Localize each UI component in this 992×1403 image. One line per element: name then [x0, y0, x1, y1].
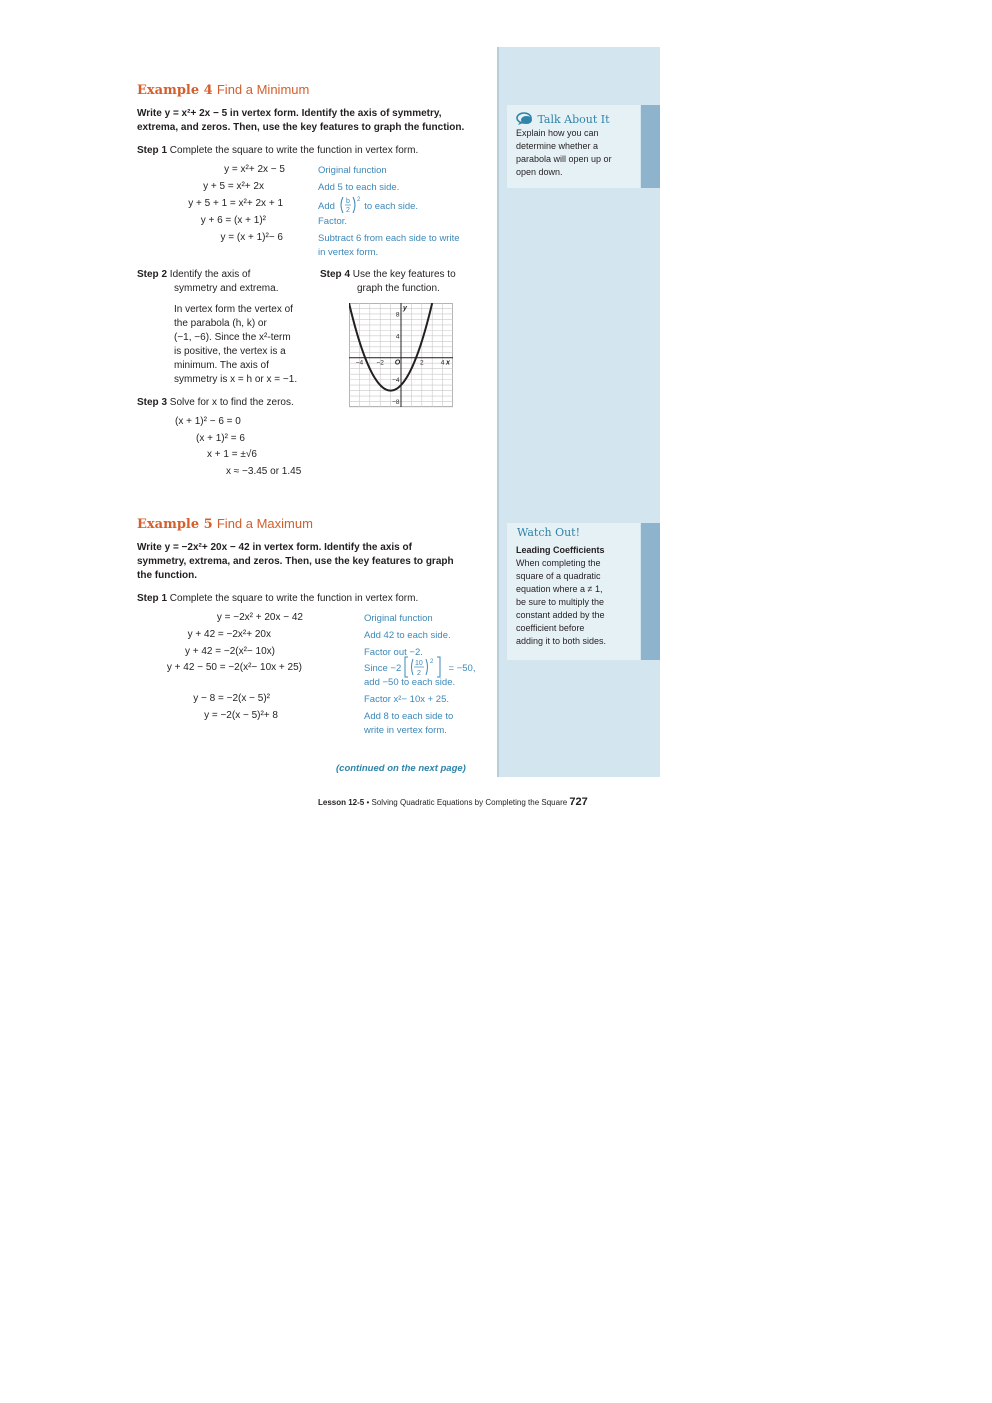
prompt-line: the function. [137, 570, 197, 581]
ex5-eq-4: y + 42 − 50 = −2(x²− 10x + 25) [166, 662, 302, 673]
step-text: symmetry and extrema. [174, 283, 279, 294]
talk-about-it-tab [641, 105, 660, 188]
y-tick-label: −4 [392, 377, 400, 385]
x-tick-label: −2 [376, 359, 384, 367]
ex5-eq-2: y + 42 = −2x²+ 20x [187, 629, 271, 640]
b-over-2-squared-glyph [338, 195, 362, 215]
example4-step2 [137, 268, 278, 296]
talk-line: open down. [516, 167, 563, 177]
body-line: symmetry is x = h or x = −1. [174, 374, 298, 385]
watch-line: coefficient before [516, 623, 585, 633]
example4-title [137, 82, 309, 98]
step-label: Step 2 [137, 269, 168, 280]
ex4-note-5 [318, 232, 460, 260]
ex4-zero-eq-2: (x + 1)² = 6 [196, 433, 245, 444]
body-line: (−1, −6). Since the x²-term [174, 332, 291, 343]
ex5-note-4 [364, 656, 475, 678]
ex5-note-6 [364, 710, 453, 738]
ex4-eq-4: y + 6 = (x + 1)² [200, 215, 266, 226]
talk-about-it-header [516, 110, 610, 128]
y-tick-label: −8 [392, 399, 400, 407]
svg-text:2: 2 [356, 197, 360, 203]
svg-text:2: 2 [345, 207, 350, 214]
example5-subtitle: Find a Maximum [216, 516, 313, 531]
prompt-line: extrema, and zeros. Then, use the key features to graph the function. [137, 122, 465, 133]
parabola-graph [349, 303, 453, 408]
watch-out-heading: Leading Coefficients [516, 545, 605, 555]
prompt-line: Write y = x²+ 2x − 5 in vertex form. Identify the axis of symmetry, [137, 108, 442, 119]
ex4-eq-3: y + 5 + 1 = x²+ 2x + 1 [188, 198, 283, 209]
note-since-suffix: = −50, [448, 663, 476, 674]
watch-line: be sure to multiply the [516, 597, 605, 607]
example5-prompt [137, 541, 492, 583]
svg-text:b: b [345, 198, 350, 205]
note-since-prefix: Since −2 [364, 663, 402, 674]
note-add-suffix: to each side. [364, 201, 419, 212]
body-line: minimum. The axis of [174, 360, 269, 371]
example4-prompt [137, 107, 492, 135]
note-line: in vertex form. [318, 247, 379, 258]
x-tick-label: −4 [355, 359, 364, 367]
talk-about-it-text [516, 127, 640, 179]
example5-step1 [137, 592, 418, 606]
ex4-zero-eq-3: x + 1 = ±√6 [207, 449, 257, 460]
origin-label: O [394, 359, 401, 367]
ex4-zero-eq-4: x ≈ −3.45 or 1.45 [226, 466, 302, 477]
example4-subtitle: Find a Minimum [216, 82, 310, 97]
watch-line: adding it to both sides. [516, 636, 607, 646]
step-text: Complete the square to write the function in vertex form. [169, 593, 419, 604]
example4-step3 [137, 396, 294, 410]
prompt-line: Write y = −2x²+ 20x − 42 in vertex form. Identify the axis of [137, 542, 412, 553]
ex5-note-4b: add −50 to each side. [364, 677, 456, 688]
svg-text:2: 2 [429, 659, 434, 665]
body-line: In vertex form the vertex of [174, 304, 293, 315]
page-footer [318, 796, 588, 808]
talk-line: determine whether a [516, 141, 599, 151]
talk-line: Explain how you can [516, 128, 599, 138]
speech-bubbles-icon [516, 112, 533, 126]
footer-title: • Solving Quadratic Equations by Completing the Square [366, 798, 568, 807]
body-line: is positive, the vertex is a [174, 346, 286, 357]
ex4-note-4: Factor. [318, 216, 348, 227]
step-label: Step 4 [320, 269, 351, 280]
step-label: Step 1 [137, 145, 168, 156]
x-tick-label: 4 [440, 359, 445, 367]
ex4-note-2: Add 5 to each side. [318, 182, 400, 193]
example4-step2-body [174, 303, 324, 387]
bracket-fraction-glyph [404, 656, 446, 678]
step-text: Identify the axis of [169, 269, 251, 280]
ex5-note-5: Factor x²− 10x + 25. [364, 694, 450, 705]
example5-label: Example 5 [137, 517, 213, 532]
ex5-note-2: Add 42 to each side. [364, 630, 451, 641]
watch-line: When completing the [516, 558, 601, 568]
step-text: Complete the square to write the function in vertex form. [169, 145, 419, 156]
page-number: 727 [569, 796, 588, 808]
body-line: the parabola (h, k) or [174, 318, 267, 329]
ex4-note-3 [318, 195, 418, 215]
prompt-line: symmetry, extrema, and zeros. Then, use the key features to graph [137, 556, 454, 567]
watch-out-title: Watch Out! [517, 526, 581, 539]
note-line: Subtract 6 from each side to write [318, 233, 460, 244]
y-tick-label: 8 [395, 311, 400, 319]
x-axis-label: x [446, 359, 450, 367]
note-line: write in vertex form. [364, 725, 447, 736]
x-tick-label: 2 [419, 359, 424, 367]
ex4-eq-2: y + 5 = x²+ 2x [203, 181, 264, 192]
watch-out-tab [641, 523, 660, 660]
footer-lesson: Lesson 12-5 [318, 798, 365, 807]
watch-out-text [516, 557, 640, 648]
talk-about-it-title: Talk About It [537, 113, 610, 126]
continued-note: (continued on the next page) [336, 763, 466, 774]
example5-title [137, 516, 313, 532]
svg-text:10: 10 [414, 660, 423, 667]
ex4-eq-1: y = x²+ 2x − 5 [224, 164, 285, 175]
y-axis-label: y [403, 305, 407, 312]
ex5-eq-6: y = −2(x − 5)²+ 8 [204, 710, 278, 721]
ex4-note-1: Original function [318, 165, 387, 176]
step-text: graph the function. [357, 283, 440, 294]
svg-text:2: 2 [416, 670, 421, 677]
example4-step1 [137, 144, 418, 158]
ex4-zero-eq-1: (x + 1)² − 6 = 0 [175, 416, 241, 427]
ex4-eq-5: y = (x + 1)²− 6 [220, 232, 283, 243]
ex5-eq-3: y + 42 = −2(x²− 10x) [184, 646, 275, 657]
ex5-eq-1: y = −2x² + 20x − 42 [216, 612, 303, 623]
note-add-prefix: Add [318, 201, 335, 212]
ex5-note-1: Original function [364, 613, 433, 624]
step-label: Step 3 [137, 397, 168, 408]
watch-line: square of a quadratic [516, 571, 601, 581]
step-text: Solve for x to find the zeros. [169, 397, 294, 408]
step-label: Step 1 [137, 593, 168, 604]
ex5-eq-5: y − 8 = −2(x − 5)² [193, 693, 270, 704]
example4-label: Example 4 [137, 83, 213, 98]
ex5-note-3: Factor out −2. [364, 647, 423, 658]
talk-line: parabola will open up or [516, 154, 612, 164]
watch-line: equation where a ≠ 1, [516, 584, 603, 594]
step-text: Use the key features to [352, 269, 456, 280]
note-line: Add 8 to each side to [364, 711, 454, 722]
y-tick-label: 4 [395, 333, 400, 341]
watch-line: constant added by the [516, 610, 605, 620]
example4-step4 [320, 268, 456, 296]
